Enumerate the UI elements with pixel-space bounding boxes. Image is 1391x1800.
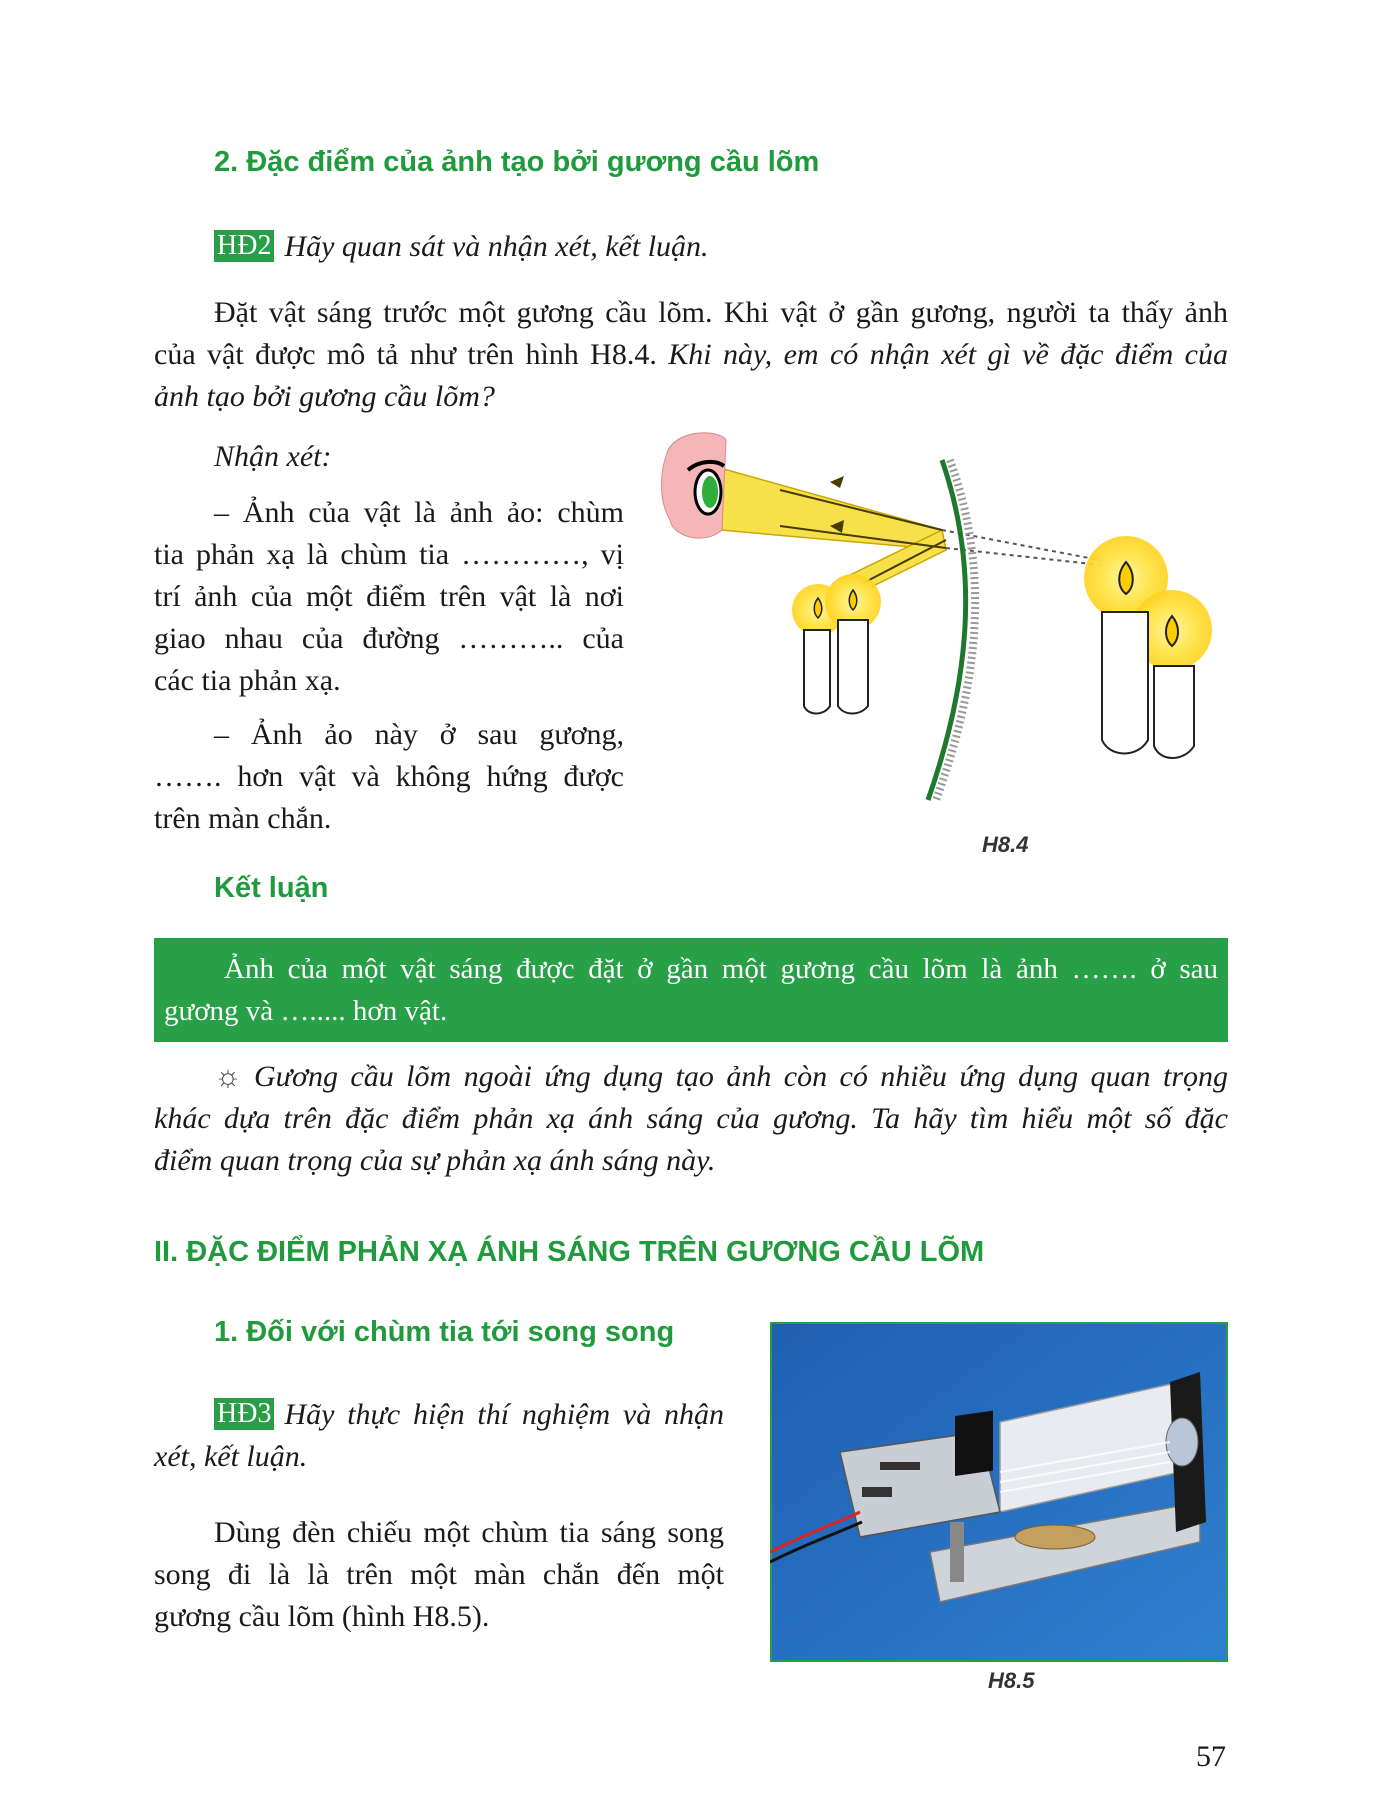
intro-line-2-plain: của vật được mô tả như trên hình H8.4. [154,338,669,371]
mirror-arc [928,460,966,800]
subsection-title: 1. Đối với chùm tia tới song song [214,1316,675,1348]
eye-icon [662,433,727,538]
hd3-line: xét, kết luận. [154,1440,308,1473]
experiment-line: song đi là là trên một màn chắn đến một [154,1558,724,1591]
remark-1-line: giao nhau của đường ……….. của [154,622,624,655]
note-line: điểm quan trọng của sự phản xạ ánh sáng này. [154,1144,716,1177]
experiment-photo [770,1322,1228,1662]
remark-1 [154,492,624,702]
note-paragraph [154,1056,1228,1182]
page-number: 57 [1196,1740,1226,1773]
experiment-line: gương cầu lõm (hình H8.5). [154,1600,490,1633]
experiment-line: Dùng đèn chiếu một chùm tia sáng song [214,1516,724,1549]
remark-2-line: ……. hơn vật và không hứng được [154,760,624,793]
experiment-paragraph [154,1512,724,1638]
object-candles [792,574,881,714]
note-line-1: Gương cầu lõm ngoài ứng dụng tạo ảnh còn có nhiều ứng dụng quan trọng [253,1060,1228,1093]
conclusion-line: gương và …..... hơn vật. [164,995,448,1027]
figure-caption: H8.4 [982,832,1029,857]
hd2-text: Hãy quan sát và nhận xét, kết luận. [284,230,709,263]
hd3-line [154,1394,724,1436]
virtual-image-candles [1084,536,1212,758]
remark-1-line: trí ảnh của một điểm trên vật là nơi [154,580,624,613]
hd3-tag: HĐ3 [214,1398,274,1430]
remark-2-line: – Ảnh ảo này ở sau gương, [214,718,624,751]
conclusion-line: Ảnh của một vật sáng được đặt ở gần một gương cầu lõm là ảnh ……. ở sau [224,953,1218,985]
concave-mirror-diagram [660,430,1240,830]
section-title: 2. Đặc điểm của ảnh tạo bởi gương cầu lõm [214,146,820,178]
note-line [154,1056,1228,1098]
virtual-ray-extensions [942,530,1110,566]
remark-1-line: – Ảnh của vật là ảnh ảo: chùm [214,496,624,529]
hd2-line [214,226,709,268]
hd3-text: Hãy thực hiện thí nghiệm và nhận [284,1398,724,1431]
note-line: khác dựa trên đặc điểm phản xạ ánh sáng của gương. Ta hãy tìm hiểu một số đặc [154,1102,1228,1135]
remark-label: Nhận xét: [214,440,332,473]
section-heading: II. ĐẶC ĐIỂM PHẢN XẠ ÁNH SÁNG TRÊN GƯƠNG CẦU LÕM [154,1236,985,1268]
sun-icon: ☼ [214,1060,242,1093]
remark-2 [154,714,624,840]
remark-1-line: tia phản xạ là chùm tia …………, vị [154,538,624,571]
conclusion-title: Kết luận [214,872,329,904]
light-beam [720,468,946,550]
intro-line-3: ảnh tạo bởi gương cầu lõm? [154,380,495,413]
hd2-tag: HĐ2 [214,230,274,262]
intro-line-2-italic: Khi này, em có nhận xét gì về đặc điểm của [668,338,1228,371]
intro-paragraph [154,292,1228,418]
remark-2-line: trên màn chắn. [154,802,332,835]
figure-caption: H8.5 [988,1668,1035,1693]
intro-line-1: Đặt vật sáng trước một gương cầu lõm. Khi vật ở gần gương, người ta thấy ảnh [214,296,1228,329]
intro-line-2 [154,334,1228,376]
conclusion-box [154,938,1228,1042]
remark-1-line: các tia phản xạ. [154,664,341,697]
ray-arrow [830,476,844,488]
hd3-block [154,1394,724,1478]
